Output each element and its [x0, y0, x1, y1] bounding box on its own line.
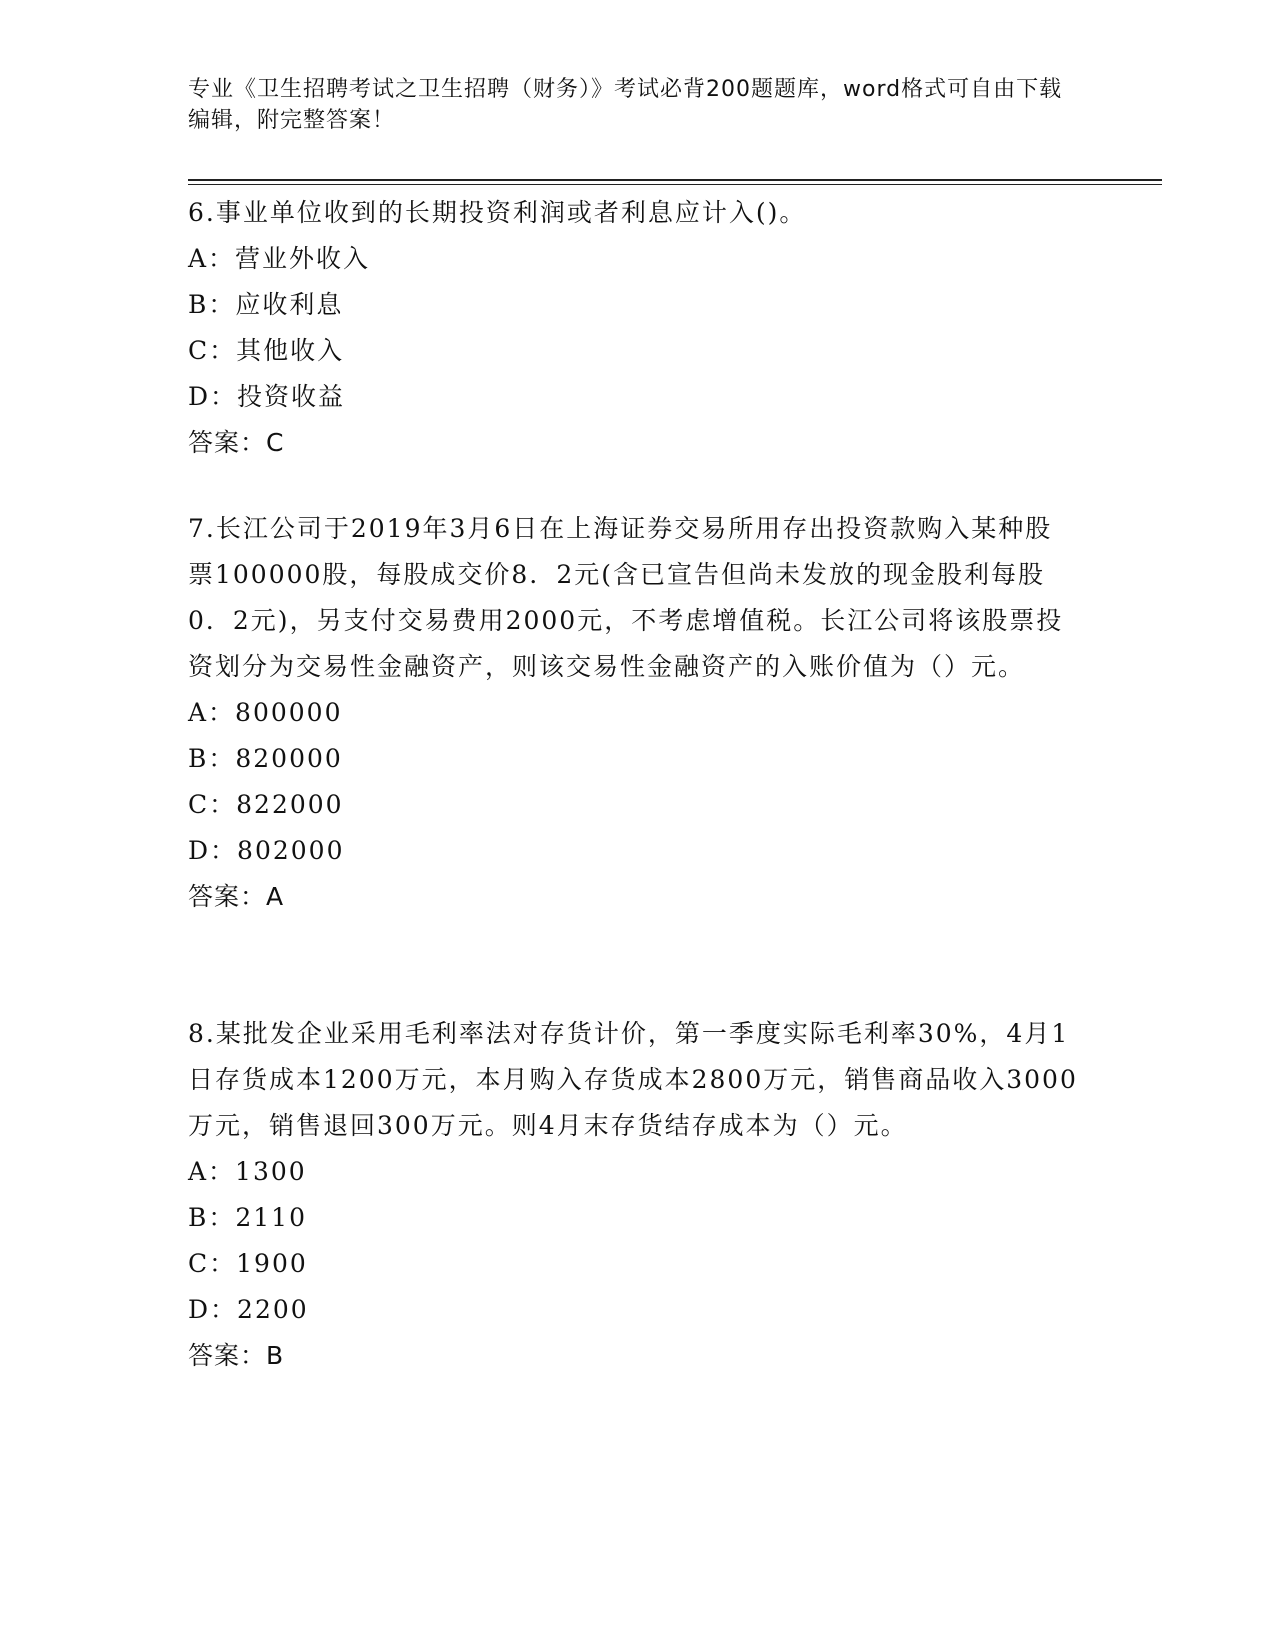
header-divider-thin: [188, 184, 1162, 185]
option-a: A：800000: [188, 698, 343, 727]
option-d: D：2200: [188, 1295, 309, 1324]
document-header: 专业《卫生招聘考试之卫生招聘（财务）》考试必背200题题库，word格式可自由下载编辑，附完整答案！: [188, 77, 1063, 133]
option-d: D：802000: [188, 836, 345, 865]
option-c: C：1900: [188, 1249, 308, 1278]
question-text: 8.某批发企业采用毛利率法对存货计价，第一季度实际毛利率30%，4月1日存货成本1200万元，本月购入存货成本2800万元，销售商品收入3000万元，销售退回300万元。则4月末存货结存成本为（）元。: [188, 1019, 1078, 1140]
question-8: [188, 1011, 1078, 1379]
question-7: [188, 506, 1078, 920]
answer: 答案：A: [188, 882, 285, 911]
answer: 答案：C: [188, 428, 285, 457]
question-6: [188, 190, 1078, 466]
header-divider-thick: [188, 179, 1162, 181]
option-c: C：822000: [188, 790, 344, 819]
option-d: D：投资收益: [188, 382, 346, 411]
option-a: A：1300: [188, 1157, 307, 1186]
option-b: B：应收利息: [188, 290, 344, 319]
question-text: 7.长江公司于2019年3月6日在上海证券交易所用存出投资款购入某种股票100000股，每股成交价8．2元(含已宣告但尚未发放的现金股利每股0．2元)，另支付交易费用2000元，不考虑增值税。长江公司将该股票投资划分为交易性金融资产，则该交易性金融资产的入账价值为（）元。: [188, 514, 1064, 681]
option-b: B：2110: [188, 1203, 307, 1232]
option-b: B：820000: [188, 744, 343, 773]
question-text: 6.事业单位收到的长期投资利润或者利息应计入()。: [188, 198, 807, 227]
option-a: A：营业外收入: [188, 244, 371, 273]
option-c: C：其他收入: [188, 336, 345, 365]
answer: 答案：B: [188, 1341, 285, 1370]
